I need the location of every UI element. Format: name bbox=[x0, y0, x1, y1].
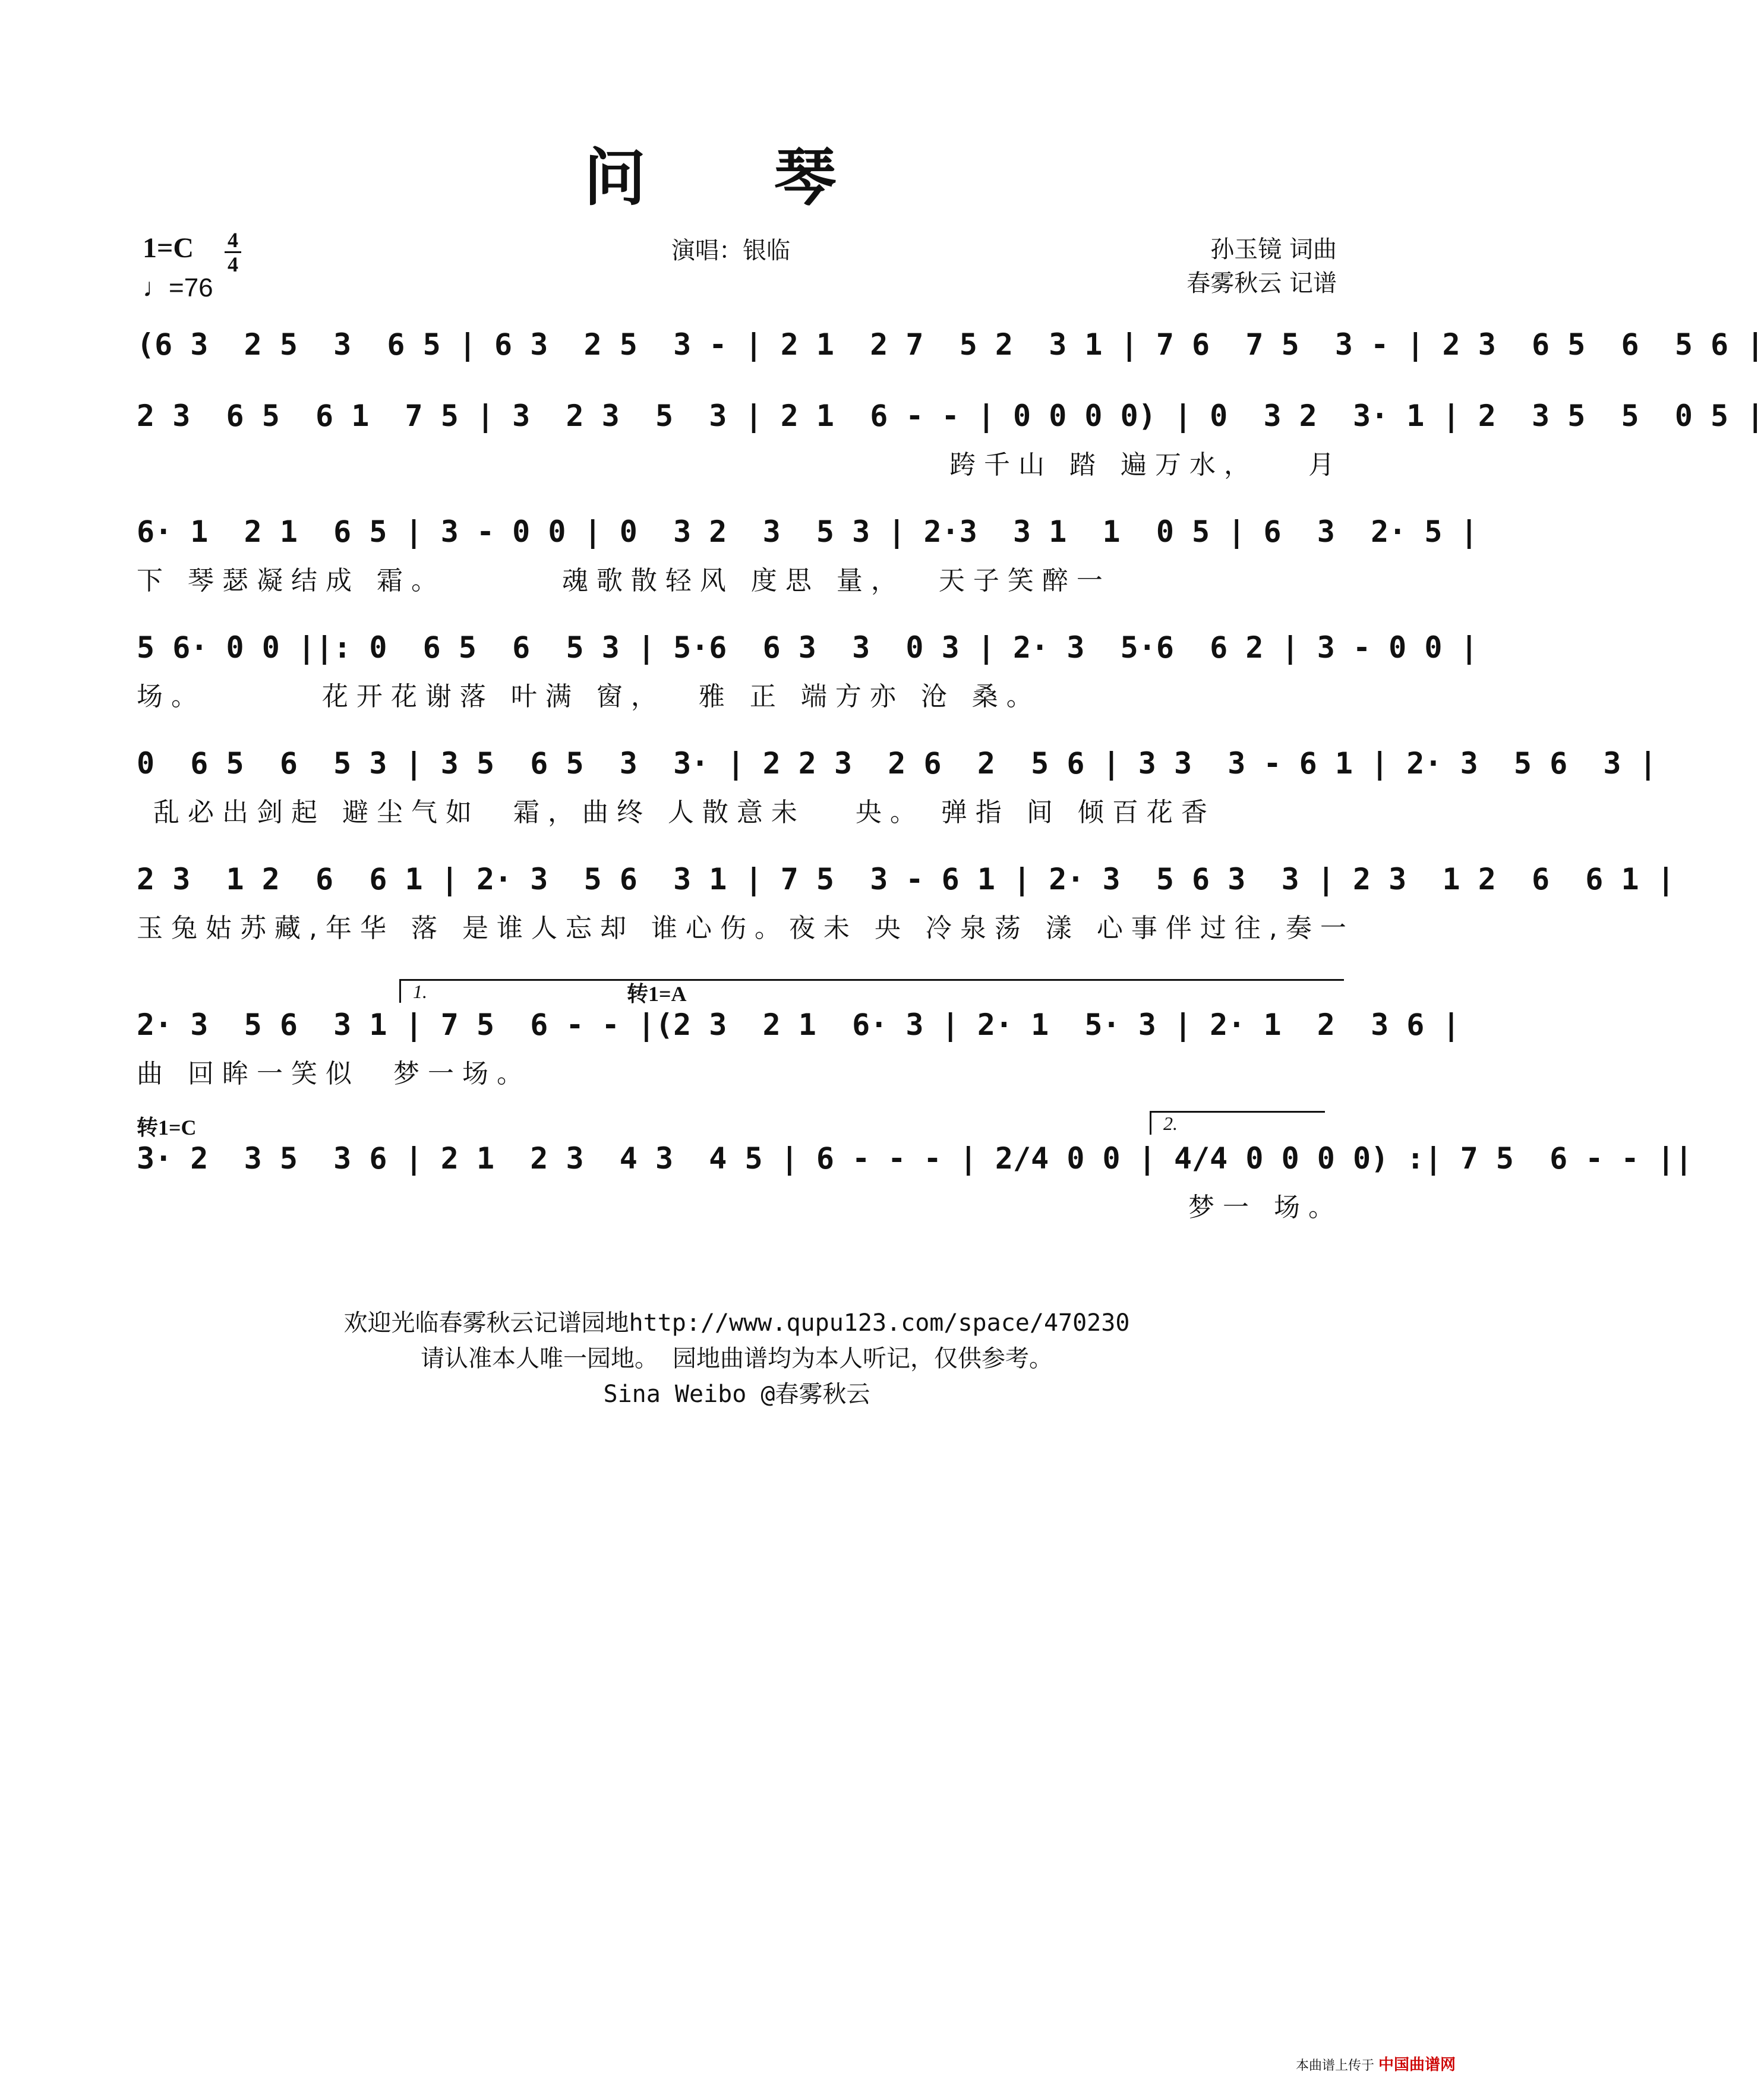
staff-system-7 bbox=[137, 1004, 1460, 1093]
staff-system-2 bbox=[137, 395, 1764, 484]
time-signature-top: 4 bbox=[228, 228, 238, 252]
second-ending-bracket: 2. bbox=[1150, 1111, 1325, 1135]
lyrics-line: 下 琴瑟凝结成 霜。 魂歌散轻风 度思 量， 天子笑醉一 bbox=[137, 566, 1111, 596]
notation-line: 5 6· 0 0 ||: 0 6 5 6 5 3 | 5·6 6 3 3 0 3 | 2· 3 5·6 6 2 | 3 - 0 0 | bbox=[137, 630, 1478, 665]
composer-credit: 孙玉镜 词曲 bbox=[1210, 236, 1337, 263]
time-signature-bottom: 4 bbox=[228, 252, 238, 276]
time-signature bbox=[225, 229, 241, 276]
modulation-to-c: 转1=C bbox=[137, 1116, 197, 1139]
modulation-to-a: 转1=A bbox=[627, 982, 687, 1006]
footer-weibo-line: Sina Weibo @春雾秋云 bbox=[603, 1381, 870, 1408]
lyrics-line: 玉兔姑苏藏,年华 落 是谁人忘却 谁心伤。夜未 央 冷泉荡 漾 心事伴过往,奏一 bbox=[137, 913, 1355, 943]
notation-line: 6· 1 2 1 6 5 | 3 - 0 0 | 0 3 2 3 5 3 | 2·3 3 1 1 0 5 | 6 3 2· 5 | bbox=[137, 514, 1478, 549]
footer-website-line: 欢迎光临春雾秋云记谱园地http://www.qupu123.com/space/470230 bbox=[343, 1309, 1130, 1337]
footer-notice-line: 请认准本人唯一园地。 园地曲谱均为本人听记，仅供参考。 bbox=[420, 1345, 1053, 1372]
notation-line: 2 3 6 5 6 1 7 5 | 3 2 3 5 3 | 2 1 6 - - | 0 0 0 0) | 0 3 2 3· 1 | 2 3 5 5 0 5 | bbox=[137, 399, 1764, 433]
lyrics-line: 曲 回眸一笑似 梦一场。 bbox=[137, 1059, 531, 1089]
staff-system-5 bbox=[137, 743, 1657, 832]
staff-system-4 bbox=[137, 627, 1478, 716]
lyrics-line: 乱必出剑起 避尘气如 霜，曲终 人散意未 央。 弹指 间 倾百花香 bbox=[137, 797, 1216, 828]
upload-watermark bbox=[1296, 2053, 1456, 2074]
notation-line: 0 6 5 6 5 3 | 3 5 6 5 3 3· | 2 2 3 2 6 2 5 6 | 3 3 3 - 6 1 | 2· 3 5 6 3 | bbox=[137, 746, 1657, 781]
notation-line: 2 3 1 2 6 6 1 | 2· 3 5 6 3 1 | 7 5 3 - 6 1 | 2· 3 5 6 3 3 | 2 3 1 2 6 6 1 | bbox=[137, 862, 1675, 896]
lyrics-line: 梦一 场。 bbox=[1188, 1192, 1343, 1223]
key-signature: 1=C bbox=[143, 232, 194, 264]
tempo-marking: ♩=76 bbox=[143, 273, 213, 302]
notation-line: (6 3 2 5 3 6 5 | 6 3 2 5 3 - | 2 1 2 7 5 2 3 1 | 7 6 7 5 3 - | 2 3 6 5 6 5 6 | bbox=[137, 327, 1764, 362]
page-title: 问 琴 bbox=[583, 141, 890, 214]
transcriber-credit: 春雾秋云 记谱 bbox=[1186, 270, 1337, 297]
lyrics-line: 跨千山 踏 遍万水， 月 bbox=[949, 450, 1343, 480]
staff-system-8 bbox=[137, 1138, 1693, 1227]
notation-line: 3· 2 3 5 3 6 | 2 1 2 3 4 3 4 5 | 6 - - - | 2/4 0 0 | 4/4 0 0 0 0) :| 7 5 6 - - || bbox=[137, 1141, 1693, 1176]
notation-line: 2· 3 5 6 3 1 | 7 5 6 - - |(2 3 2 1 6· 3 | 2· 1 5· 3 | 2· 1 2 3 6 | bbox=[137, 1008, 1460, 1042]
site-brand-logo: 中国曲谱网 bbox=[1378, 2056, 1456, 2074]
upload-prefix: 本曲谱上传于 bbox=[1295, 2058, 1374, 2073]
staff-system-3 bbox=[137, 511, 1478, 600]
singer-credit: 演唱：银临 bbox=[671, 237, 790, 264]
staff-system-6 bbox=[137, 858, 1675, 948]
lyrics-line: 场。 花开花谢落 叶满 窗， 雅 正 端方亦 沧 桑。 bbox=[137, 681, 1041, 712]
first-ending-bracket: 1. bbox=[399, 979, 1344, 1003]
